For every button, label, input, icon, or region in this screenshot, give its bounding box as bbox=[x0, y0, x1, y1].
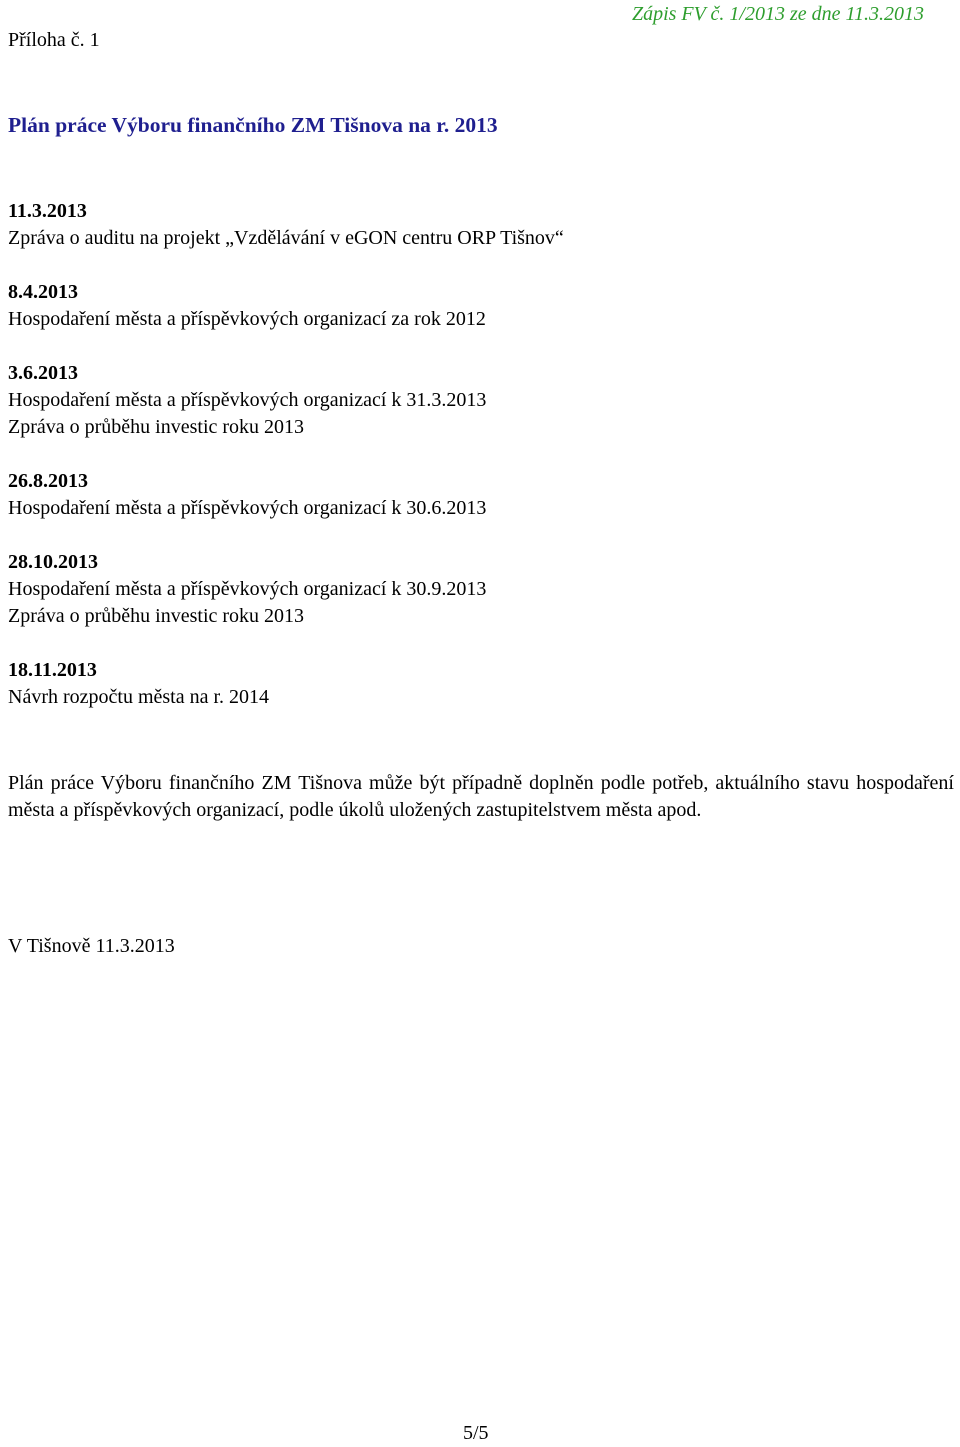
agenda-item: Hospodaření města a příspěvkových organizací k 30.6.2013 bbox=[8, 497, 487, 519]
page-header bbox=[0, 0, 960, 60]
meeting-entry bbox=[8, 198, 948, 252]
agenda-item: Hospodaření města a příspěvkových organizací za rok 2012 bbox=[8, 308, 486, 330]
agenda-item: Hospodaření města a příspěvkových organizací k 30.9.2013 bbox=[8, 578, 487, 600]
meeting-entry bbox=[8, 468, 948, 522]
meeting-entry bbox=[8, 657, 948, 711]
agenda-item: Zpráva o auditu na projekt „Vzdělávání v eGON centru ORP Tišnov“ bbox=[8, 227, 564, 249]
agenda-item: Zpráva o průběhu investic roku 2013 bbox=[8, 416, 305, 438]
place-and-date: V Tišnově 11.3.2013 bbox=[8, 935, 175, 957]
agenda-item: Zpráva o průběhu investic roku 2013 bbox=[8, 605, 305, 627]
agenda-item: Hospodaření města a příspěvkových organizací k 31.3.2013 bbox=[8, 389, 487, 411]
meeting-date: 18.11.2013 bbox=[8, 659, 97, 681]
meeting-date: 8.4.2013 bbox=[8, 281, 78, 303]
meeting-entry bbox=[8, 279, 948, 333]
agenda-item: Návrh rozpočtu města na r. 2014 bbox=[8, 686, 270, 708]
meeting-date: 3.6.2013 bbox=[8, 362, 78, 384]
document-title: Plán práce Výboru finančního ZM Tišnova na r. 2013 bbox=[8, 113, 498, 137]
page-number: 5/5 bbox=[463, 1422, 489, 1444]
meeting-date: 26.8.2013 bbox=[8, 470, 88, 492]
meeting-entry bbox=[8, 549, 948, 630]
attachment-label: Příloha č. 1 bbox=[8, 29, 100, 51]
meeting-schedule bbox=[8, 198, 948, 738]
minutes-reference: Zápis FV č. 1/2013 ze dne 11.3.2013 bbox=[631, 3, 924, 25]
meeting-date: 28.10.2013 bbox=[8, 551, 98, 573]
meeting-date: 11.3.2013 bbox=[8, 200, 87, 222]
meeting-entry bbox=[8, 360, 948, 441]
closing-note: Plán práce Výboru finančního ZM Tišnova může být případně doplněn podle potřeb, aktuálního stavu hospodaření města a příspěvkových organizací, podle úkolů uložených zastupitelstvem města apod. bbox=[8, 772, 954, 821]
